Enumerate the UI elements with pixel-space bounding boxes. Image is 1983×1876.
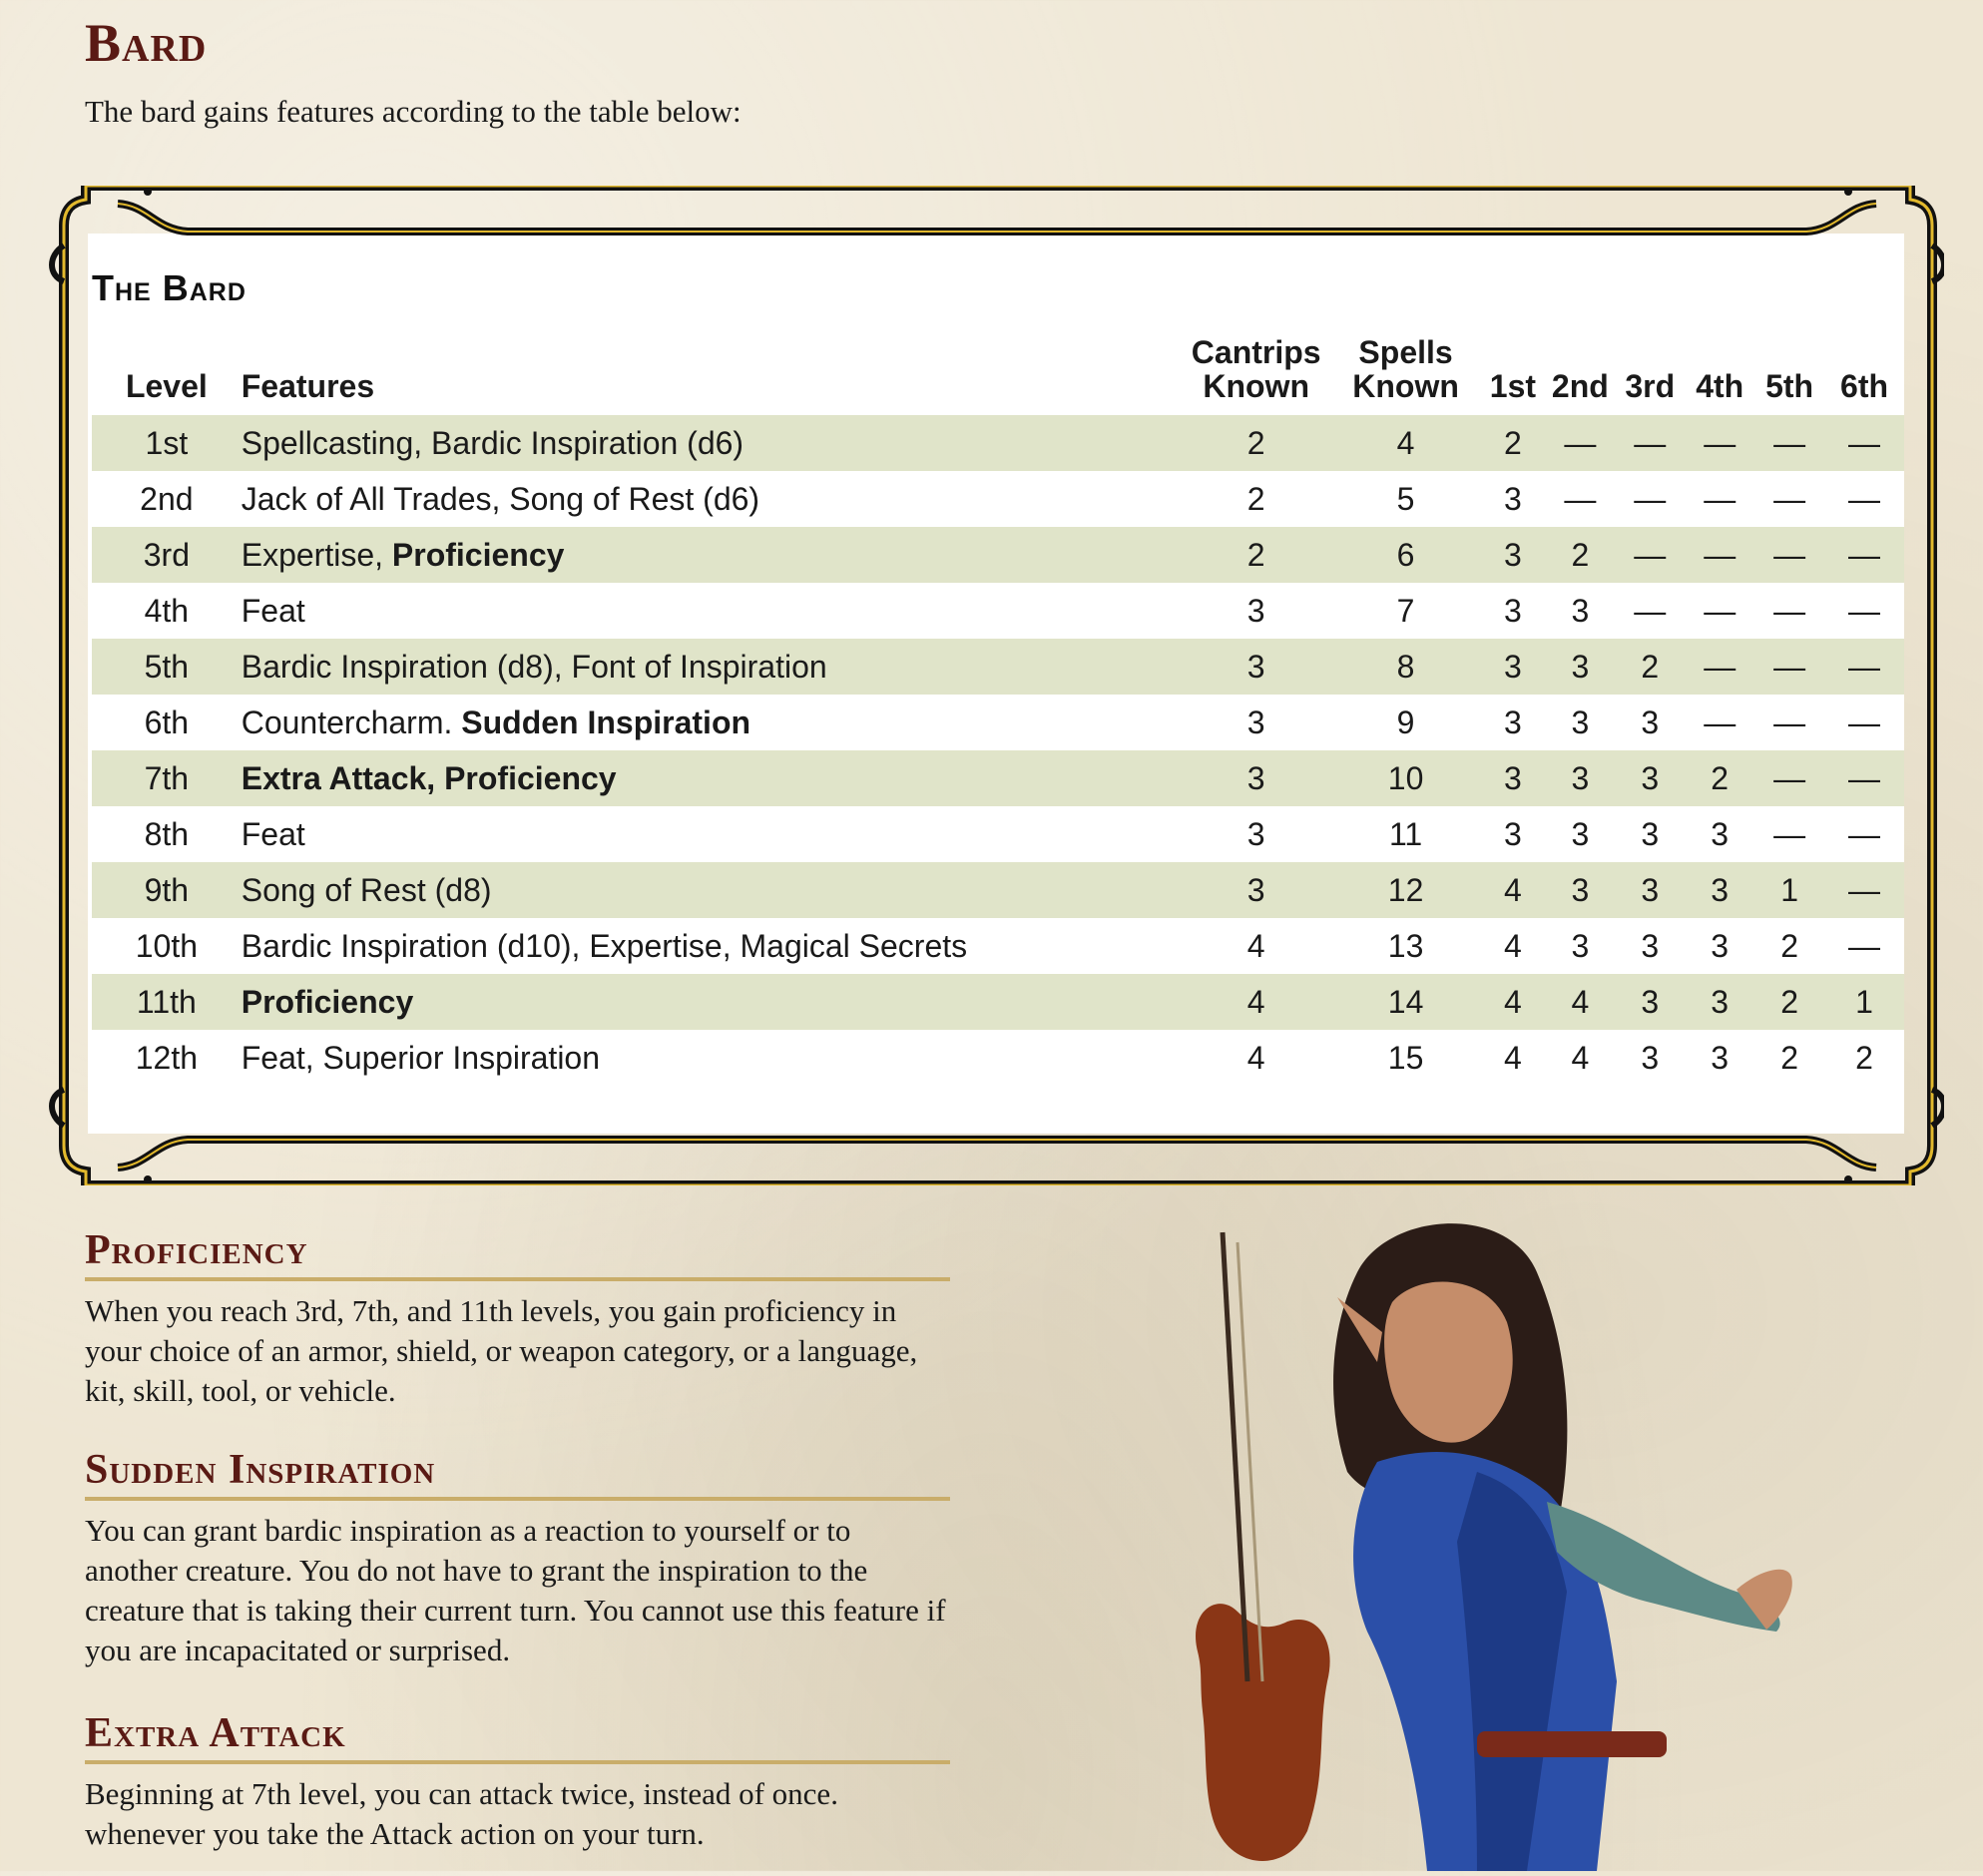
header-features: Features: [241, 368, 375, 404]
cell-spell-slot-1: 3: [1480, 527, 1545, 583]
cell-spell-slot-5: —: [1773, 592, 1806, 629]
header-level: Level: [125, 368, 208, 404]
cell-cantrips-known: 2: [1182, 415, 1331, 471]
cell-spells-known: 4: [1331, 415, 1481, 471]
feature-text: Feat: [241, 592, 305, 629]
cell-spell-slot-4: 3: [1711, 927, 1730, 964]
table-row: [92, 918, 1904, 974]
cell-spells-known: 15: [1387, 1039, 1424, 1076]
cell-spell-slot-3: —: [1615, 415, 1685, 471]
cell-spell-slot-1: 4: [1504, 1039, 1522, 1076]
cell-level: 11th: [92, 974, 242, 1030]
cell-spell-slot-6: 1: [1824, 974, 1904, 1030]
cell-cantrips-known: 3: [1246, 815, 1265, 852]
cell-level: 10th: [135, 927, 198, 964]
cell-spells-known: 5: [1396, 480, 1415, 517]
feature-text: Sudden Inspiration: [461, 704, 751, 740]
header-cantrips-known: [1182, 323, 1331, 415]
feature-text: Extra Attack, Proficiency: [241, 759, 617, 796]
intro-text: The bard gains features according to the table below:: [85, 94, 742, 129]
cell-features: [242, 527, 1182, 583]
cell-spell-slot-5: 2: [1754, 974, 1824, 1030]
cell-spell-slot-2: —: [1564, 480, 1597, 517]
cell-spell-slot-6: —: [1824, 415, 1904, 471]
feature-text: Feat: [241, 815, 305, 852]
cell-features: [242, 918, 1182, 974]
cell-cantrips-known: 4: [1182, 974, 1331, 1030]
cell-cantrips-known: 3: [1246, 704, 1265, 740]
feature-text: Countercharm.: [241, 704, 462, 740]
section-body-proficiency: When you reach 3rd, 7th, and 11th levels, you gain proficiency in your choice of an armor, shield, or weapon category, or a language, kit, skill, tool, or vehicle.: [85, 1293, 918, 1408]
table-row: [92, 415, 1904, 471]
section-heading-extra-attack: Extra Attack: [85, 1708, 950, 1764]
cell-spell-slot-6: —: [1824, 862, 1904, 918]
cell-spell-slot-3: 3: [1615, 862, 1685, 918]
cell-spell-slot-1: 3: [1504, 480, 1522, 517]
cell-cantrips-known: 2: [1246, 480, 1265, 517]
cell-spell-slot-4: —: [1704, 480, 1736, 517]
cell-spell-slot-3: 3: [1641, 1039, 1660, 1076]
cell-spell-slot-3: —: [1634, 480, 1667, 517]
header-slot-4th: 4th: [1696, 368, 1744, 404]
section-body-extra-attack: Beginning at 7th level, you can attack twice, instead of once. whenever you take the Attack action on your turn.: [85, 1776, 838, 1851]
cell-cantrips-known: 4: [1246, 1039, 1265, 1076]
header-slot-2nd: 2nd: [1551, 368, 1609, 404]
cell-spells-known: 12: [1331, 862, 1481, 918]
header-spells-line2: Known: [1352, 368, 1459, 404]
cell-spell-slot-3: —: [1634, 592, 1667, 629]
cell-spell-slot-3: —: [1615, 527, 1685, 583]
table-row: [92, 471, 1904, 527]
table-row: [92, 695, 1904, 750]
feature-text: Song of Rest (d8): [241, 871, 492, 908]
section-heading-proficiency: Proficiency: [85, 1225, 950, 1281]
cell-spell-slot-4: 3: [1711, 815, 1730, 852]
cell-level: 7th: [92, 750, 242, 806]
table-title: The Bard: [92, 267, 247, 308]
cell-spell-slot-5: —: [1754, 415, 1824, 471]
cell-level: 9th: [92, 862, 242, 918]
cell-spell-slot-4: —: [1685, 639, 1754, 695]
cell-spell-slot-3: 3: [1641, 815, 1660, 852]
cell-level: 8th: [144, 815, 190, 852]
cell-spell-slot-3: 3: [1615, 974, 1685, 1030]
cell-spell-slot-1: 4: [1480, 862, 1545, 918]
page-title: Bard: [85, 13, 208, 73]
feature-text: Expertise,: [241, 536, 392, 573]
header-spells-known: [1331, 323, 1481, 415]
cell-spells-known: 6: [1331, 527, 1481, 583]
cell-spell-slot-5: —: [1773, 815, 1806, 852]
cell-spell-slot-2: 3: [1571, 815, 1590, 852]
cell-spell-slot-4: 2: [1685, 750, 1754, 806]
cell-spell-slot-3: 3: [1641, 927, 1660, 964]
feature-text: Feat, Superior Inspiration: [241, 1039, 601, 1076]
cell-features: [242, 806, 1182, 862]
cell-features: [242, 1030, 1182, 1086]
cell-features: [242, 750, 1182, 806]
table-body: [92, 415, 1904, 1086]
cell-cantrips-known: 3: [1246, 592, 1265, 629]
cell-spell-slot-1: 3: [1480, 639, 1545, 695]
feature-text: Proficiency: [241, 983, 414, 1020]
header-slot-5th: 5th: [1765, 368, 1814, 404]
cell-spell-slot-5: 1: [1754, 862, 1824, 918]
cell-spells-known: 13: [1387, 927, 1424, 964]
cell-spell-slot-2: 4: [1571, 1039, 1590, 1076]
cell-spell-slot-5: —: [1754, 750, 1824, 806]
cell-features: [242, 583, 1182, 639]
cell-spell-slot-2: 3: [1571, 592, 1590, 629]
cell-spell-slot-4: 3: [1711, 1039, 1730, 1076]
cell-spell-slot-1: 2: [1480, 415, 1545, 471]
cell-spell-slot-5: 2: [1780, 1039, 1798, 1076]
cell-spells-known: 8: [1331, 639, 1481, 695]
cell-spell-slot-1: 3: [1480, 750, 1545, 806]
cell-spell-slot-5: —: [1754, 639, 1824, 695]
cell-spell-slot-5: —: [1773, 704, 1806, 740]
cell-features: [242, 639, 1182, 695]
cell-spell-slot-6: 2: [1855, 1039, 1873, 1076]
cell-spell-slot-3: 2: [1615, 639, 1685, 695]
cell-level: 6th: [144, 704, 190, 740]
table-row: [92, 527, 1904, 583]
cell-spell-slot-4: —: [1704, 592, 1736, 629]
cell-cantrips-known: 4: [1246, 927, 1265, 964]
cell-spells-known: 7: [1396, 592, 1415, 629]
cell-cantrips-known: 3: [1182, 639, 1331, 695]
cell-spell-slot-6: —: [1824, 750, 1904, 806]
class-progression-table: [92, 323, 1904, 1086]
table-header-row: [92, 323, 1904, 415]
cell-cantrips-known: 3: [1182, 750, 1331, 806]
cell-features: [242, 974, 1182, 1030]
cell-level: 12th: [135, 1039, 198, 1076]
section-body-sudden-inspiration: You can grant bardic inspiration as a reaction to yourself or to another creature. You do not have to grant the inspiration to the creature that is taking their current turn. You cannot use this feature if you are incapacitated or surprised.: [85, 1513, 946, 1667]
cell-spell-slot-4: —: [1704, 704, 1736, 740]
cell-spell-slot-4: 3: [1685, 862, 1754, 918]
cell-spells-known: 11: [1388, 815, 1423, 852]
header-cantrips-line1: Cantrips: [1191, 334, 1321, 370]
cell-spell-slot-1: 3: [1504, 592, 1522, 629]
cell-features: [242, 415, 1182, 471]
cell-spell-slot-6: —: [1848, 592, 1881, 629]
feature-text: Jack of All Trades, Song of Rest (d6): [241, 480, 760, 517]
section-proficiency: [85, 1225, 950, 1411]
table-row: [92, 750, 1904, 806]
class-table-frame: [48, 186, 1944, 1185]
cell-level: 2nd: [140, 480, 194, 517]
cell-spell-slot-2: 3: [1571, 927, 1590, 964]
cell-spell-slot-1: 4: [1504, 927, 1522, 964]
header-spells-line1: Spells: [1358, 334, 1453, 370]
cell-spell-slot-2: 4: [1545, 974, 1615, 1030]
cell-spell-slot-6: —: [1848, 927, 1881, 964]
section-extra-attack: [85, 1708, 950, 1854]
cell-spell-slot-5: —: [1773, 480, 1806, 517]
cell-level: 5th: [92, 639, 242, 695]
table-row: [92, 583, 1904, 639]
cell-spell-slot-2: 3: [1545, 639, 1615, 695]
cell-features: [242, 471, 1182, 527]
feature-text: Bardic Inspiration (d10), Expertise, Magical Secrets: [241, 927, 968, 964]
cell-spell-slot-2: 3: [1571, 704, 1590, 740]
cell-level: 3rd: [92, 527, 242, 583]
cell-spell-slot-2: 3: [1545, 862, 1615, 918]
section-heading-sudden-inspiration: Sudden Inspiration: [85, 1445, 950, 1501]
cell-spell-slot-5: 2: [1780, 927, 1798, 964]
table-row: [92, 639, 1904, 695]
section-sudden-inspiration: [85, 1445, 950, 1670]
cell-spell-slot-4: —: [1685, 527, 1754, 583]
cell-spell-slot-4: 3: [1685, 974, 1754, 1030]
cell-spell-slot-3: 3: [1615, 750, 1685, 806]
table-row: [92, 974, 1904, 1030]
table-row: [92, 1030, 1904, 1086]
cell-features: [242, 862, 1182, 918]
bard-figure-icon: [1178, 1212, 1896, 1871]
cell-spell-slot-6: —: [1824, 527, 1904, 583]
cell-spell-slot-3: 3: [1641, 704, 1660, 740]
cell-level: 1st: [92, 415, 242, 471]
cell-spell-slot-6: —: [1848, 815, 1881, 852]
table-row: [92, 806, 1904, 862]
header-slot-6th: 6th: [1840, 368, 1889, 404]
cell-spell-slot-6: —: [1848, 704, 1881, 740]
header-slot-1st: 1st: [1489, 368, 1537, 404]
feature-text: Proficiency: [391, 536, 565, 573]
cell-spell-slot-4: —: [1685, 415, 1754, 471]
cell-spell-slot-1: 4: [1480, 974, 1545, 1030]
cell-spell-slot-1: 3: [1504, 815, 1522, 852]
table-row: [92, 862, 1904, 918]
cell-cantrips-known: 2: [1182, 527, 1331, 583]
cell-spell-slot-5: —: [1754, 527, 1824, 583]
cell-spells-known: 10: [1331, 750, 1481, 806]
bard-illustration: [1178, 1212, 1896, 1871]
cell-features: [242, 695, 1182, 750]
cell-spells-known: 9: [1396, 704, 1415, 740]
cell-spell-slot-6: —: [1824, 639, 1904, 695]
cell-spell-slot-1: 3: [1504, 704, 1522, 740]
header-cantrips-line2: Known: [1203, 368, 1310, 404]
cell-spell-slot-2: 2: [1545, 527, 1615, 583]
cell-spells-known: 14: [1331, 974, 1481, 1030]
cell-spell-slot-2: —: [1545, 415, 1615, 471]
feature-text: Bardic Inspiration (d8), Font of Inspiration: [241, 648, 827, 685]
cell-level: 4th: [144, 592, 190, 629]
header-slot-3rd: 3rd: [1625, 368, 1676, 404]
cell-spell-slot-2: 3: [1545, 750, 1615, 806]
cell-spell-slot-6: —: [1848, 480, 1881, 517]
cell-cantrips-known: 3: [1182, 862, 1331, 918]
feature-text: Spellcasting, Bardic Inspiration (d6): [241, 424, 744, 461]
